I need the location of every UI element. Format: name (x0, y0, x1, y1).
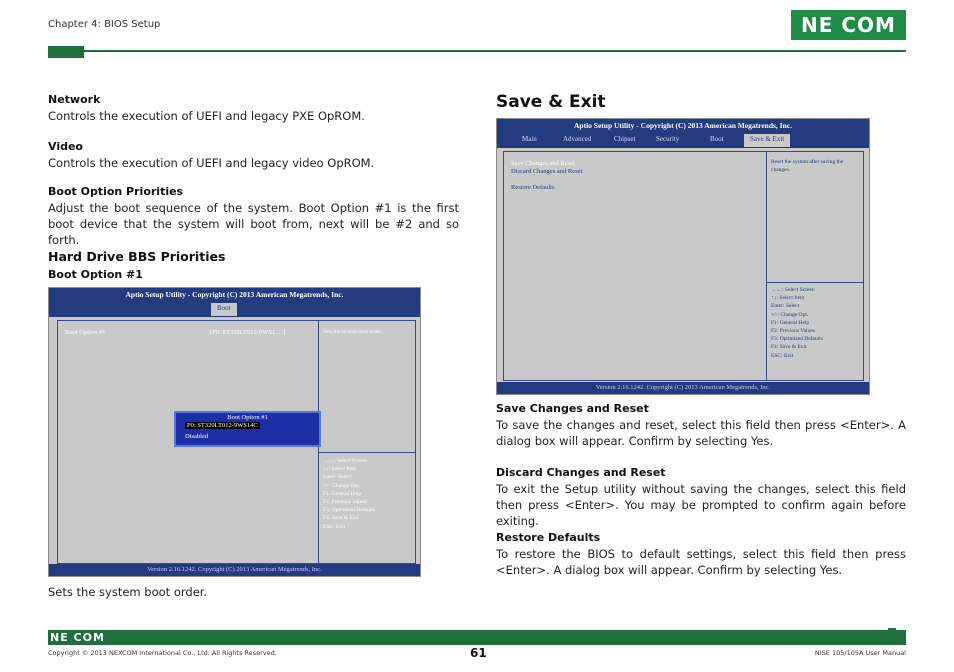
boot-priorities-heading: Boot Option Priorities (48, 185, 184, 198)
tab-chipset: Chipset (614, 135, 636, 143)
bios-tab-bar (49, 302, 420, 317)
item-save-changes: Save Changes and Reset (511, 160, 575, 167)
footer-logo: NE COM (50, 631, 105, 644)
key-help-5: F1: General Help (323, 490, 362, 497)
footer-bar (48, 630, 906, 645)
key-help-4: +/-: Change Opt. (323, 482, 361, 489)
bios-save-exit-screenshot (496, 118, 870, 395)
video-body: Controls the execution of UEFI and legacy video OpROM. (48, 156, 375, 170)
bios-footer: Version 2.16.1242. Copyright (C) 2013 American Megatrends, Inc. (497, 382, 869, 394)
bios-help-panel (766, 151, 864, 283)
save-changes-body: To save the changes and reset, select this field then press <Enter>. A dialog box will appear. Confirm by selecting Yes. (496, 418, 906, 448)
network-heading: Network (48, 93, 101, 106)
bios-keys-panel (766, 282, 864, 381)
footer-square-1 (888, 628, 896, 636)
restore-defaults-heading: Restore Defaults (496, 531, 601, 544)
bios-help-panel (318, 320, 416, 453)
item-restore-defaults: Restore Defaults (511, 184, 555, 191)
key-help-1: →←: Select Screen (323, 458, 367, 464)
key-help-3: Enter: Select (323, 474, 352, 481)
bios-title-bar: Aptio Setup Utility - Copyright (C) 2013 American Megatrends, Inc. (49, 288, 420, 302)
key-help-4: +/-: Change Opt. (771, 311, 809, 318)
bios-tab-bar (497, 133, 869, 148)
bios-main-panel (503, 151, 767, 381)
popup-selected-option: P0: ST320LT012-9WS14C (187, 422, 258, 429)
tab-boot: Boot (211, 303, 237, 316)
help-text: Reset the system after saving the changes. (771, 159, 844, 173)
key-help-5: F1: General Help (771, 319, 810, 326)
save-changes-heading: Save Changes and Reset (496, 402, 649, 415)
discard-changes-heading: Discard Changes and Reset (496, 466, 666, 479)
help-text: Sets the system boot order (323, 329, 382, 335)
nexcom-logo (791, 10, 906, 40)
boot-option1-heading: Boot Option #1 (48, 268, 143, 281)
key-help-7: F3: Optimized Defaults (323, 507, 375, 514)
hdd-bbs-heading: Hard Drive BBS Priorities (48, 249, 226, 264)
boot-option-label: Boot Option #1 (65, 329, 106, 336)
tab-advanced: Advanced (563, 135, 592, 143)
key-help-2: ↑↓: Select Item (323, 466, 357, 473)
logo-text: NE COM (801, 13, 896, 37)
key-help-9: ESC: Exit (323, 523, 346, 530)
item-discard-changes: Discard Changes and Reset (511, 168, 583, 175)
header-rule-accent (48, 46, 84, 58)
bios-footer: Version 2.16.1242. Copyright (C) 2013 American Megatrends, Inc. (49, 564, 420, 576)
restore-defaults-body: To restore the BIOS to default settings, select this field then press <Enter>. A dialog box will appear. Confirm by selecting Yes. (496, 547, 906, 577)
key-help-7: F3: Optimized Defaults (771, 336, 823, 343)
tab-boot: Boot (710, 135, 724, 143)
boot-option-popup (174, 411, 321, 447)
tab-save-exit: Save & Exit (744, 134, 790, 147)
header-rule (84, 50, 906, 52)
popup-title: Boot Option #1 (227, 414, 268, 421)
network-body: Controls the execution of UEFI and legacy PXE OpROM. (48, 109, 365, 123)
discard-changes-body: To exit the Setup utility without saving the changes, select this field then press <Enter>. You may be prompted to confirm again before exiting. (496, 482, 906, 528)
bios-keys-panel (318, 452, 416, 564)
tab-main: Main (522, 135, 537, 143)
bios-boot-screenshot (48, 287, 421, 577)
boot-caption: Sets the system boot order. (48, 585, 208, 599)
key-help-8: F4: Save & Exit (323, 515, 359, 522)
save-exit-heading: Save & Exit (496, 92, 606, 112)
key-help-6: F2: Previous Values (771, 328, 815, 335)
chapter-title: Chapter 4: BIOS Setup (48, 19, 161, 30)
key-help-2: ↑↓: Select Item (771, 295, 805, 302)
key-help-8: F4: Save & Exit (771, 344, 807, 351)
copyright-text: Copyright © 2013 NEXCOM International Co., Ltd. All Rights Reserved. (48, 649, 277, 657)
boot-option-value: [P0: ST320LT012-9WS1. . .] (210, 329, 286, 336)
page-number: 61 (470, 646, 487, 660)
key-help-1: →←: Select Screen (771, 287, 815, 293)
video-heading: Video (48, 140, 83, 153)
bios-title-bar: Aptio Setup Utility - Copyright (C) 2013 American Megatrends, Inc. (497, 119, 869, 133)
popup-option-disabled: Disabled (185, 433, 209, 440)
key-help-6: F2: Previous Values (323, 499, 367, 506)
tab-security: Security (656, 135, 680, 143)
manual-title: NISE 105/105A User Manual (814, 649, 906, 657)
boot-priorities-body: Adjust the boot sequence of the system. Boot Option #1 is the first boot device that the system will boot from, next will be #2 and so forth. (48, 201, 459, 247)
footer-square-2 (898, 637, 906, 645)
key-help-9: ESC: Exit (771, 352, 794, 359)
key-help-3: Enter: Select (771, 303, 800, 310)
